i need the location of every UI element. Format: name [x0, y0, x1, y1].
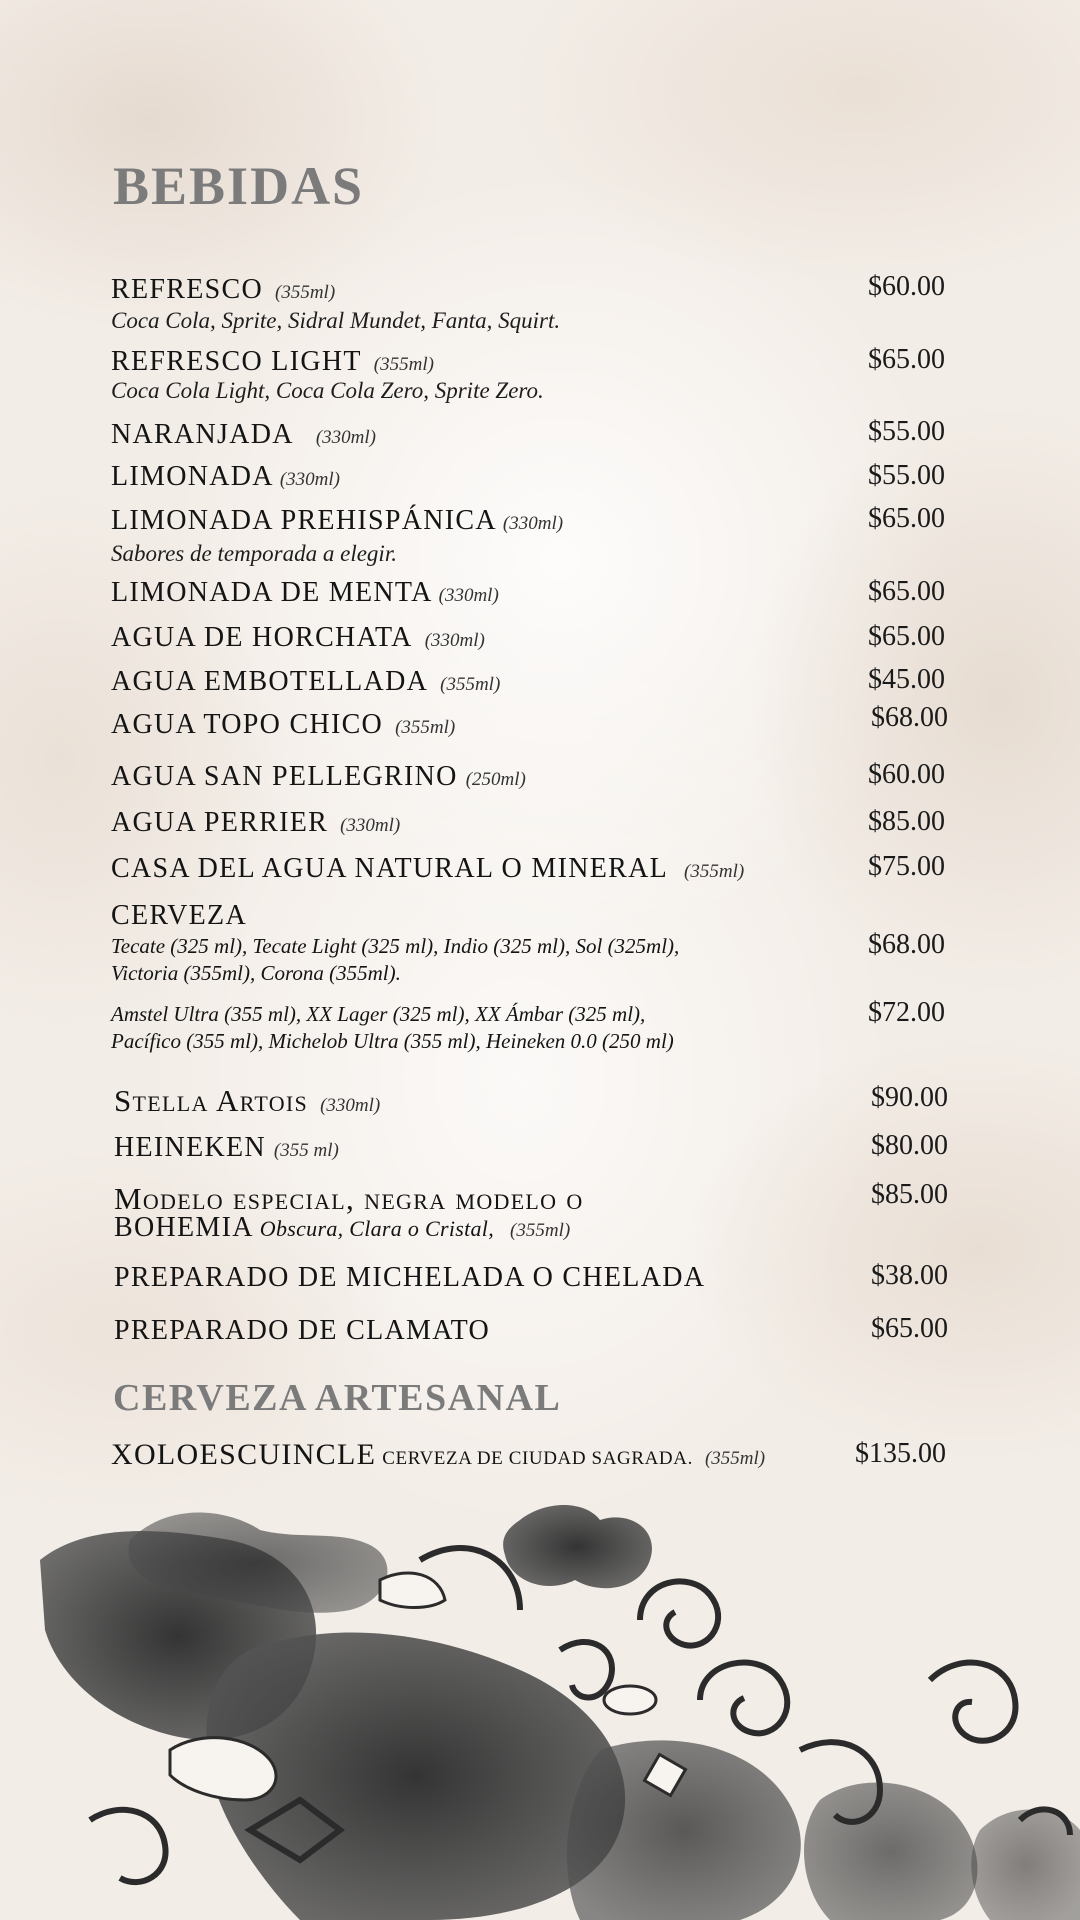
item-price: $60.00 — [868, 759, 945, 790]
item-name: NARANJADA — [111, 419, 294, 450]
item-volume: (355ml) — [684, 861, 745, 882]
item-volume: (355ml) — [275, 282, 336, 303]
item-volume: (330ml) — [340, 815, 401, 836]
item-price: $85.00 — [871, 1179, 948, 1210]
menu-item-agua-de-horchata — [111, 621, 1080, 653]
menu-item-casa-del-agua — [111, 851, 1080, 884]
cerveza-group-1-price: $68.00 — [868, 929, 945, 960]
menu-item-refresco-light — [111, 344, 1080, 403]
menu-item-agua-perrier — [111, 806, 1080, 838]
item-name-line-2: BOHEMIA — [114, 1212, 254, 1243]
ink-wash-shapes — [40, 1505, 1080, 1920]
item-volume: (355ml) — [373, 354, 434, 375]
item-description: Coca Cola, Sprite, Sidral Mundet, Fanta, Squirt. — [111, 308, 561, 333]
item-price: $90.00 — [871, 1082, 948, 1113]
item-name: XOLOESCUINCLE — [111, 1438, 377, 1471]
item-price: $65.00 — [871, 1313, 948, 1344]
item-volume: (330ml) — [279, 469, 340, 490]
item-name: AGUA DE HORCHATA — [111, 622, 413, 653]
menu-item-michelada — [114, 1260, 1080, 1293]
menu-item-agua-san-pellegrino — [111, 759, 1080, 792]
menu-item-modelo-bohemia — [114, 1179, 1080, 1243]
cerveza-group-1-line-2: Victoria (355ml), Corona (355ml). — [111, 961, 401, 985]
item-name: AGUA TOPO CHICO — [111, 709, 384, 740]
item-volume: (355 ml) — [273, 1140, 339, 1161]
item-price: $60.00 — [868, 271, 945, 302]
item-price: $55.00 — [868, 416, 945, 447]
item-price: $38.00 — [871, 1260, 948, 1291]
item-name: CASA DEL AGUA NATURAL O MINERAL — [111, 853, 669, 884]
item-name: CERVEZA — [111, 900, 247, 931]
item-name: Modelo especial, negra modelo o — [114, 1181, 584, 1216]
menu-title: BEBIDAS — [113, 156, 365, 216]
cerveza-group-2-line-1: Amstel Ultra (355 ml), XX Lager (325 ml), XX Ámbar (325 ml), — [111, 1002, 646, 1026]
item-price: $65.00 — [868, 621, 945, 652]
item-price: $45.00 — [868, 664, 945, 695]
item-description: Sabores de temporada a elegir. — [111, 541, 397, 566]
item-volume: (355ml) — [395, 717, 456, 738]
item-description: Obscura, Clara o Cristal, — [259, 1216, 495, 1241]
item-volume: (330ml) — [424, 630, 485, 651]
menu-item-limonada-prehispanica — [111, 503, 1080, 566]
cerveza-group-2-price: $72.00 — [868, 997, 945, 1028]
item-volume: (330ml) — [315, 427, 376, 448]
item-volume: (330ml) — [502, 513, 564, 534]
item-name: LIMONADA DE MENTA — [111, 577, 433, 608]
item-volume: (355ml) — [510, 1220, 571, 1241]
item-name: PREPARADO DE MICHELADA O CHELADA — [114, 1262, 706, 1293]
item-price: $135.00 — [855, 1438, 946, 1469]
item-price: $55.00 — [868, 460, 945, 491]
item-name: LIMONADA — [111, 461, 274, 492]
menu-item-refresco — [111, 271, 1080, 333]
section-title-cerveza-artesanal: CERVEZA ARTESANAL — [113, 1377, 562, 1419]
item-name: LIMONADA PREHISPÁNICA — [111, 505, 497, 536]
item-volume: (355ml) — [704, 1448, 766, 1469]
item-name: AGUA EMBOTELLADA — [111, 666, 429, 697]
menu-item-limonada — [111, 460, 1080, 492]
menu-item-clamato — [114, 1313, 1080, 1346]
item-volume: (330ml) — [320, 1095, 381, 1116]
item-price: $85.00 — [868, 806, 945, 837]
item-price: $65.00 — [868, 503, 945, 534]
item-name: REFRESCO — [111, 274, 263, 305]
item-name: AGUA PERRIER — [111, 807, 329, 838]
item-description: CERVEZA DE CIUDAD SAGRADA. — [382, 1448, 693, 1469]
item-volume: (355ml) — [440, 674, 501, 695]
prehispanic-illustration — [0, 1500, 1080, 1920]
item-name: Stella Artois — [114, 1083, 309, 1118]
cerveza-group-1-line-1: Tecate (325 ml), Tecate Light (325 ml), Indio (325 ml), Sol (325ml), — [111, 934, 680, 958]
item-volume: (330ml) — [438, 585, 499, 606]
menu-item-stella-artois — [114, 1082, 1080, 1118]
item-volume: (250ml) — [465, 769, 526, 790]
item-name: AGUA SAN PELLEGRINO — [111, 761, 458, 792]
menu-item-agua-embotellada — [111, 664, 1080, 697]
item-price: $65.00 — [868, 344, 945, 375]
cerveza-group-2-line-2: Pacífico (355 ml), Michelob Ultra (355 ml), Heineken 0.0 (250 ml) — [111, 1029, 674, 1053]
item-name: HEINEKEN — [114, 1132, 266, 1163]
item-price: $80.00 — [871, 1130, 948, 1161]
item-price: $68.00 — [871, 702, 948, 733]
menu-item-limonada-de-menta — [111, 576, 1080, 608]
menu-item-cerveza — [111, 900, 1080, 1053]
item-price: $65.00 — [868, 576, 945, 607]
item-name: REFRESCO LIGHT — [111, 346, 362, 377]
item-price: $75.00 — [868, 851, 945, 882]
item-description: Coca Cola Light, Coca Cola Zero, Sprite Zero. — [111, 378, 544, 403]
menu-item-naranjada — [111, 416, 1080, 450]
menu-item-xoloescuincle — [111, 1438, 1080, 1471]
menu-item-agua-topo-chico — [111, 702, 1080, 740]
menu-item-heineken — [114, 1130, 1080, 1163]
item-name: PREPARADO DE CLAMATO — [114, 1315, 491, 1346]
